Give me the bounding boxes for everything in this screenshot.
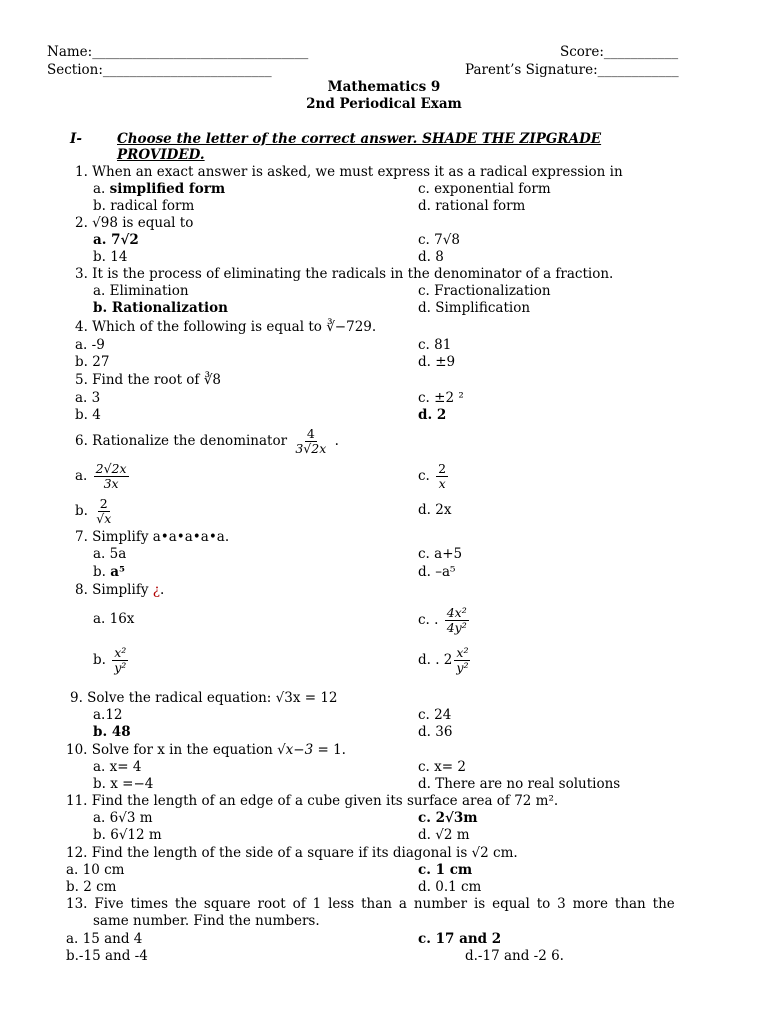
instruction-line-1: Choose the letter of the correct answer. SHADE THE ZIPGRADE: [117, 131, 602, 147]
q10-choice-b: b. x =−4: [93, 776, 154, 792]
q11-choice-a: a. 6√3 m: [93, 810, 153, 826]
q6-choice-d: d. 2x: [418, 502, 452, 518]
question-7: 7. Simplify a•a•a•a•a.: [75, 529, 230, 545]
question-12: 12. Find the length of the side of a square if its diagonal is √2 cm.: [66, 845, 518, 861]
question-6: 6. Rationalize the denominator $\frac{4}{3√2x}$ .: [75, 426, 339, 456]
q6-choice-b: b. $\frac{2}{√x}$: [75, 496, 112, 526]
q2-choice-d: d. 8: [418, 249, 444, 265]
instruction-line-2: PROVIDED.: [117, 147, 205, 163]
question-2: 2. √98 is equal to: [75, 215, 194, 231]
q8-choice-b: b. $\frac{\text{x²}}{\text{y²}}$: [93, 645, 127, 675]
q8-choice-c: c. . $\frac{\text{4x²}}{\text{4y²}}$: [418, 605, 467, 635]
q3-choice-a: a. Elimination: [93, 283, 189, 299]
question-9: 9. Solve the radical equation: √3x = 12: [70, 690, 338, 706]
q13-choice-b: b.-15 and -4: [66, 948, 148, 964]
q8-choice-a: a. 16x: [93, 611, 135, 627]
q4-choice-a: a. -9: [75, 337, 105, 353]
q7-choice-b: b. a⁵: [93, 564, 125, 580]
name-field-label: Name:________________________________: [47, 44, 309, 60]
question-3: 3. It is the process of eliminating the radicals in the denominator of a fraction.: [75, 266, 614, 282]
question-11: 11. Find the length of an edge of a cube given its surface area of 72 m².: [66, 793, 559, 809]
question-1: 1. When an exact answer is asked, we must express it as a radical expression in: [75, 164, 623, 180]
parent-signature-label: Parent’s Signature:____________: [465, 62, 679, 78]
q8-choice-d: d. . 2 $\frac{\text{x²}}{\text{y²}}$: [418, 645, 469, 675]
q8-missing-glyph: ¿: [152, 582, 160, 598]
q13-choice-a: a. 15 and 4: [66, 931, 143, 947]
q2-choice-b: b. 14: [93, 249, 128, 265]
q9-choice-c: c. 24: [418, 707, 452, 723]
q6-fraction: $\frac{4}{3√2x}$: [295, 426, 327, 456]
q4-choice-d: d. ±9: [418, 354, 456, 370]
question-4: 4. Which of the following is equal to ∛−729.: [75, 319, 377, 335]
q3-choice-b: b. Rationalization: [93, 300, 228, 316]
q12-choice-a: a. 10 cm: [66, 862, 125, 878]
q5-radical: ∛8: [203, 372, 221, 388]
q4-choice-b: b. 27: [75, 354, 110, 370]
q6-choice-a: a. $\frac{2√2x}{3x}$: [75, 461, 127, 491]
q13-choice-c: c. 17 and 2: [418, 931, 502, 947]
q12-choice-b: b. 2 cm: [66, 879, 117, 895]
q5-choice-b: b. 4: [75, 407, 101, 423]
q12-choice-c: c. 1 cm: [418, 862, 473, 878]
section-field-label: Section:_________________________: [47, 62, 272, 78]
q10-choice-c: c. x= 2: [418, 759, 466, 775]
q9-choice-b: b. 48: [93, 724, 131, 740]
q3-choice-c: c. Fractionalization: [418, 283, 551, 299]
q6-choice-c: c. $\frac{2}{x}$: [418, 461, 447, 491]
q1-choice-d: d. rational form: [418, 198, 526, 214]
q2-choice-c: c. 7√8: [418, 232, 460, 248]
q5-choice-d: d. 2: [418, 407, 447, 423]
part-numeral: I-: [70, 131, 82, 147]
question-13-line-2: same number. Find the numbers.: [93, 913, 320, 929]
q7-choice-d: d. –a⁵: [418, 564, 456, 580]
q10-choice-d: d. There are no real solutions: [418, 776, 621, 792]
question-5: 5. Find the root of ∛8: [75, 372, 221, 388]
q12-choice-d: d. 0.1 cm: [418, 879, 482, 895]
question-10: 10. Solve for x in the equation √x−3 = 1.: [66, 742, 346, 758]
exam-title: 2nd Periodical Exam: [306, 96, 462, 112]
q9-choice-d: d. 36: [418, 724, 453, 740]
q1-choice-a: a. simplified form: [93, 181, 226, 197]
q7-choice-a: a. 5a: [93, 546, 127, 562]
q5-choice-a: a. 3: [75, 390, 101, 406]
q10-choice-a: a. x= 4: [93, 759, 142, 775]
question-13-line-1: 13. Five times the square root of 1 less than a number is equal to 3 more than the: [66, 896, 675, 912]
q1-choice-b: b. radical form: [93, 198, 195, 214]
q1-choice-c: c. exponential form: [418, 181, 551, 197]
score-field-label: Score:___________: [560, 44, 679, 60]
q7-choice-c: c. a+5: [418, 546, 463, 562]
q10-radical: √x−3: [277, 742, 314, 758]
exam-subject-title: Mathematics 9: [327, 79, 441, 95]
q11-choice-c: c. 2√3m: [418, 810, 478, 826]
q13-choice-d: d.-17 and -2 6.: [465, 948, 564, 964]
q3-choice-d: d. Simplification: [418, 300, 531, 316]
q2-choice-a: a. 7√2: [93, 232, 139, 248]
q11-choice-d: d. √2 m: [418, 827, 470, 843]
q9-choice-a: a.12: [93, 707, 123, 723]
q4-radical: ∛−729.: [326, 319, 377, 335]
q5-choice-c: c. ±2 ²: [418, 390, 464, 406]
q11-choice-b: b. 6√12 m: [93, 827, 162, 843]
question-8: 8. Simplify ¿.: [75, 582, 165, 598]
q4-choice-c: c. 81: [418, 337, 452, 353]
